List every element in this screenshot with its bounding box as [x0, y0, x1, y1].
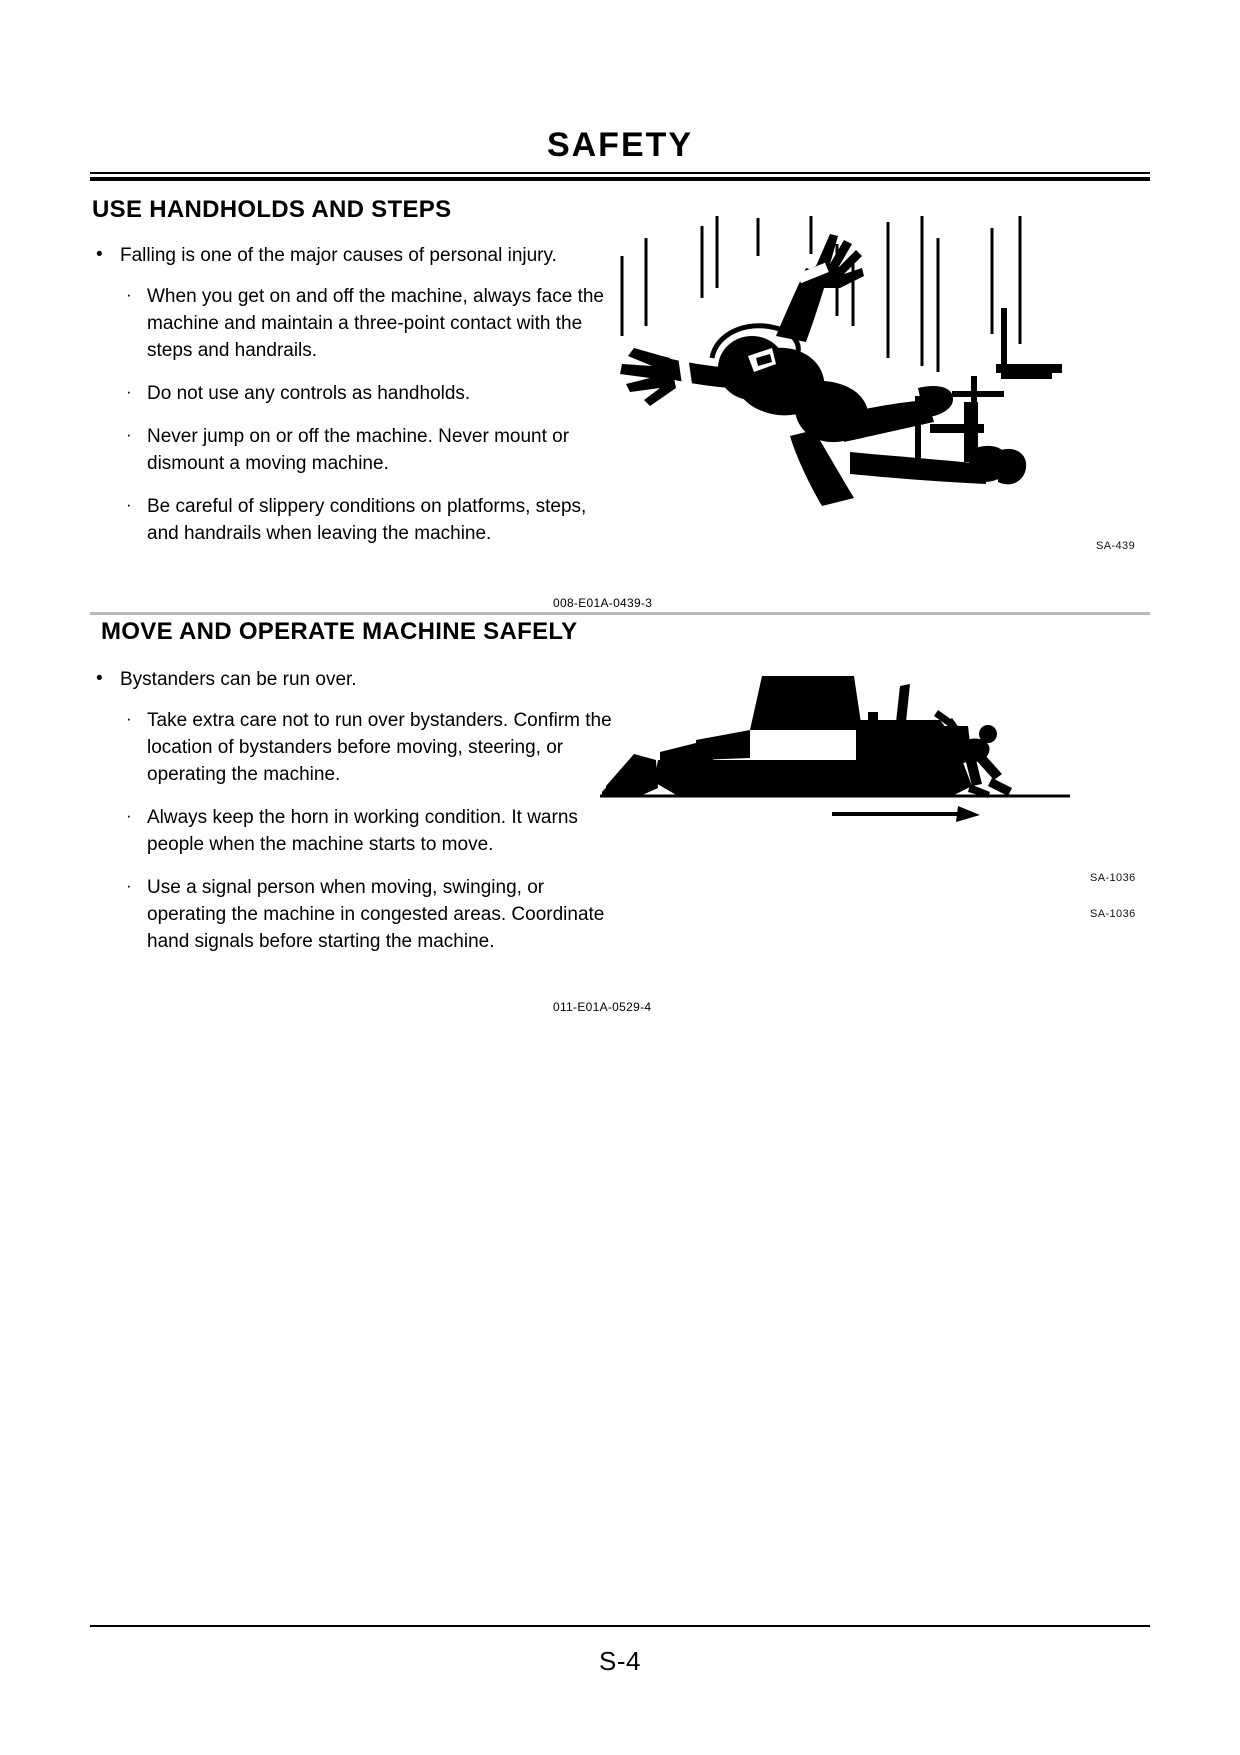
bullet-dot-icon: · [126, 806, 132, 825]
section-divider [90, 612, 1150, 615]
machine-and-bystander-illustration [600, 668, 1070, 828]
list-item-text: Take extra care not to run over bystanders. Confirm the location of bystanders before moving, steering, or operating the machine. [147, 710, 612, 785]
sub-list [92, 283, 612, 547]
bullet-disc-icon: • [96, 668, 103, 689]
sub-list [92, 707, 612, 955]
list-item [124, 493, 612, 547]
bullet-dot-icon: · [126, 876, 132, 895]
header-rule-thick [90, 177, 1150, 181]
list-item [124, 380, 612, 407]
list-item-text: Falling is one of the major causes of personal injury. [120, 245, 557, 266]
list-item [124, 804, 612, 858]
figure-caption: SA-439 [1096, 540, 1136, 552]
bullet-dot-icon: · [126, 382, 132, 401]
list-item [124, 874, 612, 955]
section-body-text [92, 666, 612, 955]
list-item-text: Be careful of slippery conditions on platforms, steps, and handrails when leaving the machine. [147, 496, 587, 544]
bullet-dot-icon: · [126, 425, 132, 444]
header-rule-group [90, 172, 1150, 181]
list-item [92, 666, 612, 693]
bullet-disc-icon: • [96, 244, 103, 265]
falling-person-illustration [600, 216, 1070, 506]
section-heading: USE HANDHOLDS AND STEPS [92, 196, 452, 223]
figure-caption: SA-1036 [1090, 908, 1136, 920]
section-body-text [92, 242, 612, 547]
list-item [124, 707, 612, 788]
list-item [124, 283, 612, 364]
list-item-text: Use a signal person when moving, swinging, or operating the machine in congested areas. Coordinate hand signals before starting the machine. [147, 877, 605, 952]
bullet-dot-icon: · [126, 285, 132, 304]
reference-code: 008-E01A-0439-3 [553, 596, 653, 610]
list-item-text: Always keep the horn in working condition. It warns people when the machine starts to move. [147, 807, 578, 855]
section-heading: MOVE AND OPERATE MACHINE SAFELY [101, 618, 578, 645]
footer-rule [90, 1625, 1150, 1627]
worker-silhouette [620, 234, 1026, 506]
crawler-dozer-silhouette [602, 676, 972, 796]
reference-code: 011-E01A-0529-4 [553, 1000, 652, 1014]
list-item-text: Never jump on or off the machine. Never mount or dismount a moving machine. [147, 426, 570, 474]
direction-arrow-icon [832, 806, 980, 822]
list-item [92, 242, 612, 269]
illustration-falling-from-machine [600, 216, 1070, 506]
illustration-machine-running-over-bystander [600, 668, 1070, 828]
page-header [0, 128, 1240, 164]
page-title: SAFETY [546, 126, 694, 164]
list-item-text: Bystanders can be run over. [120, 669, 357, 690]
figure-caption: SA-1036 [1090, 872, 1136, 884]
list-item-text: When you get on and off the machine, always face the machine and maintain a three-point contact with the steps and handrails. [147, 286, 604, 361]
list-item [124, 423, 612, 477]
bullet-dot-icon: · [126, 709, 132, 728]
bullet-dot-icon: · [126, 495, 132, 514]
page-number: S-4 [599, 1646, 641, 1676]
list-item-text: Do not use any controls as handholds. [147, 383, 471, 404]
